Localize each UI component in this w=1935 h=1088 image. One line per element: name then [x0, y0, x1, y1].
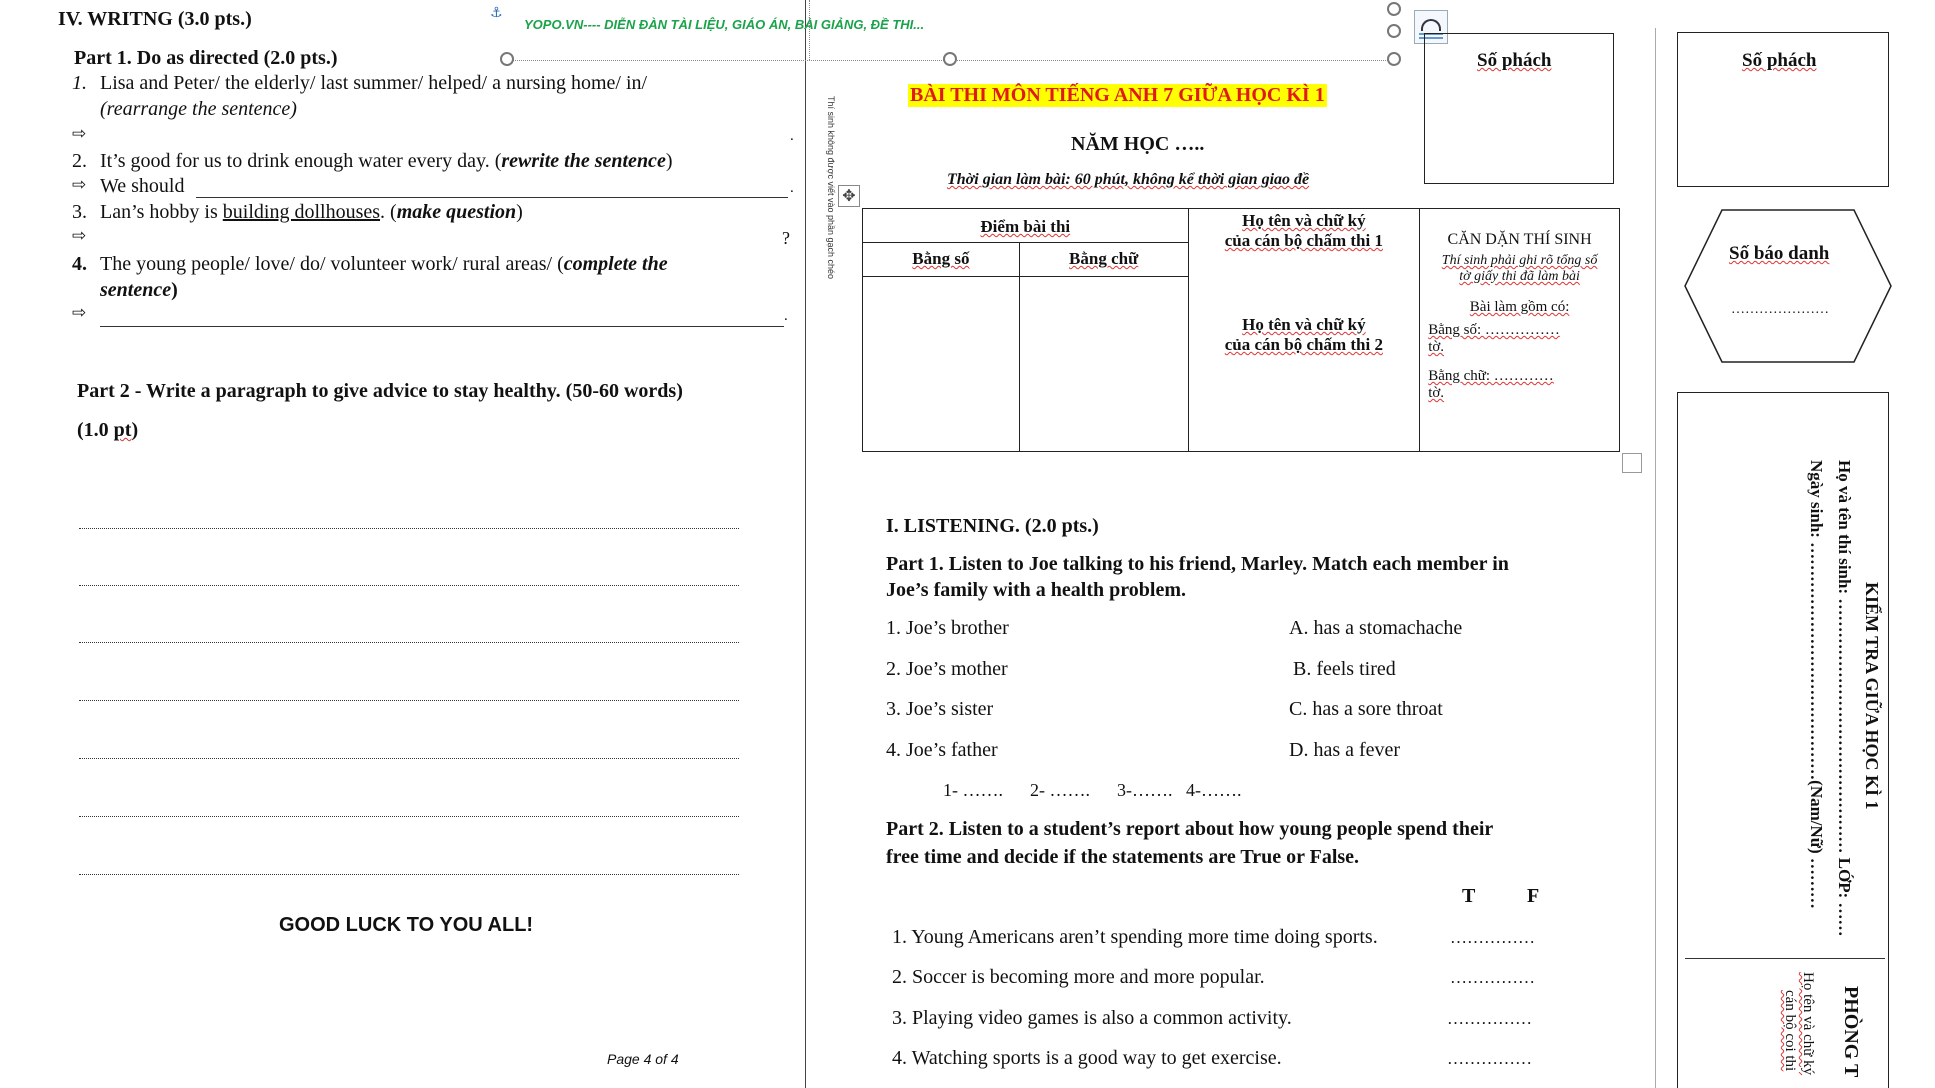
q4-period: .	[784, 308, 788, 324]
pages-label: Bài làm gồm có:	[1469, 299, 1570, 315]
q3-underlined: building dollhouses	[222, 201, 381, 223]
score-header-cell	[863, 209, 1189, 243]
q4-text: The young people/ love/ do/ volunteer work/ rural areas/ (	[100, 253, 564, 275]
so-phach-box	[1424, 33, 1614, 184]
candidate-dob-line: Ngày sinh: ……………………………………(Nam/Nữ) ………	[1807, 460, 1826, 909]
resize-handle[interactable]	[1387, 2, 1401, 16]
so-bao-danh-hexagon	[1682, 208, 1894, 364]
q3-text-a: Lan’s hobby is	[100, 201, 223, 223]
statement-4: 4. Watching sports is a good way to get exercise.	[892, 1047, 1282, 1069]
pages-words-unit: tờ.	[1428, 385, 1445, 401]
statement-3-blank[interactable]: ……………	[1447, 1009, 1532, 1028]
q4-instruction-a: complete the	[563, 253, 668, 275]
resize-handle[interactable]	[1387, 24, 1401, 38]
q2-arrow-icon: ⇨	[72, 175, 87, 195]
selection-border-vertical	[809, 0, 810, 60]
q3-sentence	[100, 201, 523, 224]
statement-3: 3. Playing video games is also a common activity.	[892, 1007, 1292, 1029]
q4-number: 4.	[72, 253, 87, 275]
candidate-name-line: Họ và tên thí sinh: ……………………………………… LỚP: ……	[1835, 460, 1854, 937]
header-banner: YOPO.VN---- DIỄN ĐÀN TÀI LIỆU, GIÁO ÁN, BÀI GIẢNG, ĐỀ THI...	[524, 17, 925, 32]
match-right-c: C. has a sore throat	[1289, 698, 1443, 720]
examiner2-line2: của cán bộ chấm thi 2	[1224, 335, 1383, 354]
closing-message: GOOD LUCK TO YOU ALL!	[279, 914, 534, 936]
supervisor-line2: cán bộ coi thi	[1782, 990, 1798, 1072]
pages-words-value: Bằng chữ: …………	[1428, 368, 1554, 384]
pages-numeric-unit: tờ.	[1428, 339, 1445, 355]
score-words-input[interactable]	[1019, 277, 1188, 452]
so-bao-danh-field[interactable]: …………………	[1731, 302, 1829, 317]
writing-line	[79, 528, 739, 529]
match-left-2: 2. Joe’s mother	[886, 658, 1008, 680]
score-table	[862, 208, 1620, 452]
instructions-text-1: Thí sinh phải ghi rõ tổng số	[1441, 253, 1598, 268]
score-numeric-input[interactable]	[863, 277, 1020, 452]
score-words-label: Bằng chữ	[1069, 249, 1139, 268]
candidate-info-box	[1677, 392, 1889, 1088]
statement-4-blank[interactable]: ……………	[1447, 1049, 1532, 1068]
q4-sentence	[100, 253, 668, 276]
listening-part2-title-1: Part 2. Listen to a student’s report about how young people spend their	[886, 818, 1494, 840]
listening-part2-title-2: free time and decide if the statements are True or False.	[886, 846, 1360, 868]
match-left-3: 3. Joe’s sister	[886, 698, 994, 720]
resize-handle[interactable]	[943, 52, 957, 66]
side-so-phach-box	[1677, 32, 1889, 187]
score-words-header	[1019, 243, 1188, 277]
part2-points-unit: pt	[113, 419, 132, 441]
resize-handle[interactable]	[500, 52, 514, 66]
so-phach-label: Số phách	[1477, 50, 1552, 71]
time-note: Thời gian làm bài: 60 phút, không kể thời gian giao đề	[947, 171, 1310, 188]
panel-divider	[1655, 28, 1656, 1088]
q1-instruction: (rearrange the sentence)	[100, 98, 297, 120]
q4-sentence-cont	[100, 279, 178, 302]
q4-answer-line	[100, 326, 784, 327]
page-divider	[805, 0, 806, 1088]
instructions-text-2: tờ giấy thi đã làm bài	[1459, 269, 1580, 284]
part2-points-a: (1.0	[77, 419, 114, 441]
q1-arrow-icon: ⇨	[72, 124, 87, 144]
table-move-handle-icon[interactable]: ✥	[838, 185, 860, 207]
page-number: Page 4 of 4	[607, 1051, 679, 1067]
q2-answer-start: We should	[100, 175, 185, 197]
q2-instruction: rewrite the sentence	[501, 150, 666, 172]
q4-arrow-icon: ⇨	[72, 303, 87, 323]
table-resize-handle[interactable]	[1622, 453, 1642, 473]
side-exam-title: KIỂM TRA GIỮA HỌC KÌ 1	[1862, 582, 1882, 810]
school-year: NĂM HỌC …..	[1071, 133, 1205, 155]
anchor-icon: ⚓	[490, 4, 503, 20]
writing-line	[79, 700, 739, 701]
part2-points-c: )	[131, 419, 139, 441]
writing-line	[79, 816, 739, 817]
match-right-a: A. has a stomachache	[1289, 617, 1463, 639]
q3-instruction: make question	[396, 201, 517, 223]
pages-numeric-value: Bằng số: ……………	[1428, 322, 1560, 338]
q3-question-mark: ?	[782, 228, 790, 248]
listening-part1-title-1: Part 1. Listen to Joe talking to his friend, Marley. Match each member in	[886, 553, 1509, 575]
resize-handle[interactable]	[1387, 52, 1401, 66]
candidate-info-divider	[1685, 958, 1885, 959]
q3-number: 3.	[72, 201, 87, 223]
examiner1-line1: Họ tên và chữ ký	[1242, 211, 1366, 230]
pages-words	[1420, 368, 1619, 402]
score-header: Điểm bài thi	[980, 217, 1071, 236]
listening-title: I. LISTENING. (2.0 pts.)	[886, 515, 1099, 537]
statement-1: 1. Young Americans aren’t spending more time doing sports.	[892, 926, 1378, 948]
q1-text: Lisa and Peter/ the elderly/ last summer/ helped/ a nursing home/ in/	[100, 72, 648, 94]
part2-title: Part 2 - Write a paragraph to give advice to stay healthy. (50-60 words)	[77, 380, 683, 402]
match-answers: 1- ……. 2- ……. 3-……. 4-…….	[943, 780, 1242, 800]
score-numeric-label: Bằng số	[912, 249, 970, 268]
true-column-label: T	[1462, 885, 1476, 907]
examiner2-line1: Họ tên và chữ ký	[1242, 315, 1366, 334]
match-left-4: 4. Joe’s father	[886, 739, 998, 761]
part2-points	[77, 419, 138, 442]
match-right-b: B. feels tired	[1293, 658, 1396, 680]
match-right-d: D. has a fever	[1289, 739, 1401, 761]
q3-close: )	[516, 201, 523, 223]
supervisor-line1: Họ tên và chữ ký	[1800, 972, 1816, 1076]
examiner-cell	[1188, 209, 1420, 452]
statement-2: 2. Soccer is becoming more and more popular.	[892, 966, 1265, 988]
part1-title: Part 1. Do as directed (2.0 pts.)	[74, 47, 338, 69]
false-column-label: F	[1527, 885, 1540, 907]
q2-close: )	[665, 150, 673, 172]
q1-period: .	[790, 128, 794, 144]
writing-line	[79, 585, 739, 586]
q4-close: )	[171, 279, 178, 301]
q4-instruction-b: sentence	[100, 279, 172, 301]
match-left-1: 1. Joe’s brother	[886, 617, 1009, 639]
q2-answer-line	[196, 197, 788, 198]
q2-period: .	[790, 180, 794, 196]
statement-2-blank[interactable]: ……………	[1450, 968, 1535, 987]
q2-text: It’s good for us to drink enough water every day. (	[100, 150, 502, 172]
listening-part1-title-2: Joe’s family with a health problem.	[886, 579, 1186, 601]
writing-line	[79, 642, 739, 643]
instructions-cell	[1420, 209, 1620, 452]
exam-title: BÀI THI MÔN TIẾNG ANH 7 GIỮA HỌC KÌ 1	[910, 84, 1325, 106]
room-label: PHÒNG T	[1840, 986, 1862, 1078]
section-title: IV. WRITNG (3.0 pts.)	[58, 8, 252, 30]
vertical-margin-note: Thí sinh không được viết vào phần gạch chéo	[826, 96, 836, 280]
writing-line	[79, 874, 739, 875]
writing-line	[79, 758, 739, 759]
q1-number: 1.	[72, 72, 87, 94]
so-bao-danh-label: Số báo danh	[1729, 243, 1830, 264]
q3-arrow-icon: ⇨	[72, 226, 87, 246]
q3-text-b: . (	[380, 201, 397, 223]
pages-numeric	[1420, 322, 1619, 356]
q2-number: 2.	[72, 150, 87, 172]
side-so-phach-label: Số phách	[1742, 50, 1817, 71]
q2-sentence	[100, 150, 673, 173]
instructions-title: CĂN DẶN THÍ SINH	[1447, 231, 1592, 248]
score-numeric-header	[863, 243, 1020, 277]
examiner1-line2: của cán bộ chấm thi 1	[1224, 231, 1383, 250]
statement-1-blank[interactable]: ……………	[1450, 928, 1535, 947]
